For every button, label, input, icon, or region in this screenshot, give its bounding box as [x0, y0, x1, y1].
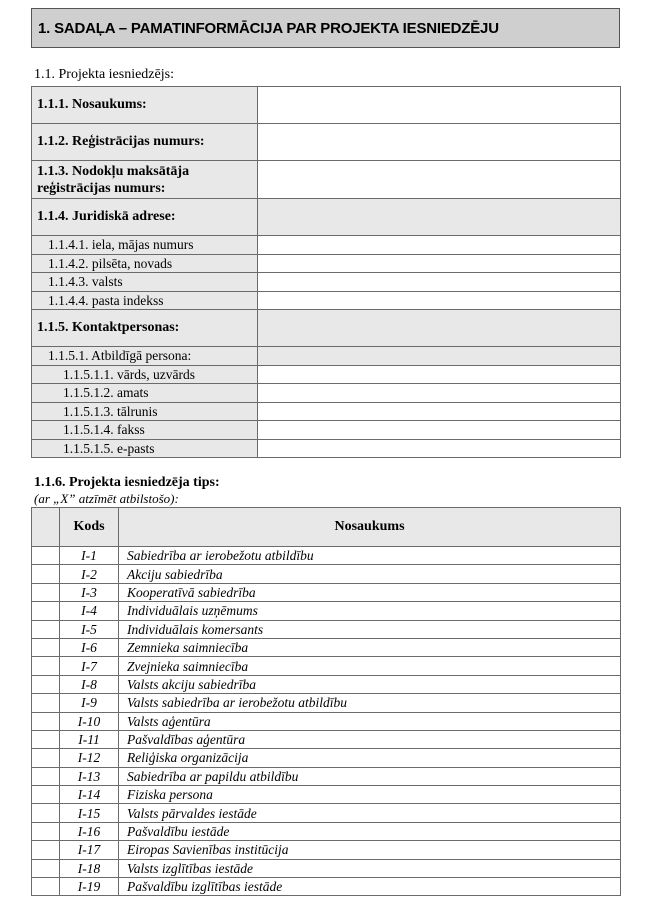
select-x-cell[interactable]: [32, 657, 60, 675]
table-row: [32, 638, 621, 656]
select-x-cell[interactable]: [32, 804, 60, 822]
type-code: I-16: [60, 822, 119, 840]
type-name: Zemnieka saimniecība: [119, 638, 621, 656]
type-name: Reliģiska organizācija: [119, 749, 621, 767]
position-input-cell[interactable]: [258, 384, 621, 403]
applicant-heading: 1.1. Projekta iesniedzējs:: [34, 67, 174, 82]
postal-code-input-cell[interactable]: [258, 291, 621, 310]
select-x-cell[interactable]: [32, 583, 60, 601]
field-label: 1.1.3. Nodokļu maksātāja reģistrācijas numurs:: [32, 161, 258, 199]
table-row: [32, 786, 621, 804]
table-row: [32, 694, 621, 712]
form-row-contacts: [32, 310, 621, 347]
tax-number-input-cell[interactable]: [258, 161, 621, 199]
select-x-cell[interactable]: [32, 730, 60, 748]
type-name: Valsts pārvaldes iestāde: [119, 804, 621, 822]
applicant-type-table: [31, 507, 621, 896]
select-x-cell[interactable]: [32, 786, 60, 804]
field-label: 1.1.4.1. iela, mājas numurs: [32, 236, 258, 255]
form-row-name: [32, 87, 621, 124]
type-heading: 1.1.6. Projekta iesniedzēja tips:: [34, 475, 220, 490]
legal-address-cell: [258, 199, 621, 236]
type-code: I-1: [60, 547, 119, 565]
type-name: Sabiedrība ar ierobežotu atbildību: [119, 547, 621, 565]
full-name-input-cell[interactable]: [258, 365, 621, 384]
type-code: I-4: [60, 602, 119, 620]
field-label: 1.1.4. Juridiskā adrese:: [32, 199, 258, 236]
type-name: Akciju sabiedrība: [119, 565, 621, 583]
field-label: 1.1.5. Kontaktpersonas:: [32, 310, 258, 347]
type-name: Eiropas Savienības institūcija: [119, 841, 621, 859]
type-name: Zvejnieka saimniecība: [119, 657, 621, 675]
field-label: 1.1.5.1.2. amats: [32, 384, 258, 403]
type-code: I-19: [60, 878, 119, 896]
table-row: [32, 583, 621, 601]
table-row: [32, 822, 621, 840]
table-row: [32, 878, 621, 896]
type-code: I-8: [60, 675, 119, 693]
form-row-street: [32, 236, 621, 255]
type-name: Pašvaldību izglītības iestāde: [119, 878, 621, 896]
fax-input-cell[interactable]: [258, 421, 621, 440]
type-code: I-12: [60, 749, 119, 767]
checkbox-column-header: [32, 508, 60, 547]
type-code: I-18: [60, 859, 119, 877]
name-input-cell[interactable]: [258, 87, 621, 124]
type-code: I-15: [60, 804, 119, 822]
type-code: I-2: [60, 565, 119, 583]
select-x-cell[interactable]: [32, 841, 60, 859]
table-row: [32, 804, 621, 822]
table-row: [32, 841, 621, 859]
type-name: Valsts izglītības iestāde: [119, 859, 621, 877]
responsible-person-cell: [258, 347, 621, 366]
phone-input-cell[interactable]: [258, 402, 621, 421]
table-row: [32, 657, 621, 675]
select-x-cell[interactable]: [32, 859, 60, 877]
select-x-cell[interactable]: [32, 602, 60, 620]
select-x-cell[interactable]: [32, 675, 60, 693]
type-code: I-13: [60, 767, 119, 785]
field-label: 1.1.4.4. pasta indekss: [32, 291, 258, 310]
table-row: [32, 730, 621, 748]
select-x-cell[interactable]: [32, 620, 60, 638]
table-row: [32, 859, 621, 877]
country-input-cell[interactable]: [258, 273, 621, 292]
type-code: I-9: [60, 694, 119, 712]
form-row-legal-address: [32, 199, 621, 236]
type-name: Valsts sabiedrība ar ierobežotu atbildību: [119, 694, 621, 712]
type-code: I-7: [60, 657, 119, 675]
field-label: 1.1.1. Nosaukums:: [32, 87, 258, 124]
form-row-tax-number: [32, 161, 621, 199]
city-input-cell[interactable]: [258, 254, 621, 273]
form-row-postal-code: [32, 291, 621, 310]
select-x-cell[interactable]: [32, 767, 60, 785]
form-row-email: [32, 439, 621, 458]
applicant-info-table: [31, 86, 621, 458]
select-x-cell[interactable]: [32, 565, 60, 583]
type-name: Individuālais komersants: [119, 620, 621, 638]
field-label: 1.1.2. Reģistrācijas numurs:: [32, 124, 258, 161]
table-row: [32, 602, 621, 620]
form-row-city: [32, 254, 621, 273]
field-label: 1.1.5.1.1. vārds, uzvārds: [32, 365, 258, 384]
table-row: [32, 547, 621, 565]
type-code: I-6: [60, 638, 119, 656]
field-label: 1.1.4.2. pilsēta, novads: [32, 254, 258, 273]
reg-number-input-cell[interactable]: [258, 124, 621, 161]
field-label: 1.1.4.3. valsts: [32, 273, 258, 292]
table-row: [32, 767, 621, 785]
type-table-body: [32, 547, 621, 896]
type-name: Sabiedrība ar papildu atbildību: [119, 767, 621, 785]
type-name: Valsts akciju sabiedrība: [119, 675, 621, 693]
field-label: 1.1.5.1.4. fakss: [32, 421, 258, 440]
type-name: Pašvaldības aģentūra: [119, 730, 621, 748]
type-name: Pašvaldību iestāde: [119, 822, 621, 840]
type-note: (ar „X” atzīmēt atbilstošo):: [34, 491, 179, 506]
form-row-full-name: [32, 365, 621, 384]
field-label: 1.1.5.1. Atbildīgā persona:: [32, 347, 258, 366]
type-code: I-3: [60, 583, 119, 601]
select-x-cell[interactable]: [32, 822, 60, 840]
name-column-header: Nosaukums: [119, 508, 621, 547]
type-name: Valsts aģentūra: [119, 712, 621, 730]
email-input-cell[interactable]: [258, 439, 621, 458]
table-header-row: [32, 508, 621, 547]
table-row: [32, 565, 621, 583]
field-label: 1.1.5.1.3. tālrunis: [32, 402, 258, 421]
form-row-phone: [32, 402, 621, 421]
table-row: [32, 620, 621, 638]
type-code: I-5: [60, 620, 119, 638]
type-code: I-11: [60, 730, 119, 748]
street-input-cell[interactable]: [258, 236, 621, 255]
code-column-header: Kods: [60, 508, 119, 547]
select-x-cell[interactable]: [32, 638, 60, 656]
type-code: I-14: [60, 786, 119, 804]
form-row-reg-number: [32, 124, 621, 161]
section-title: 1. SADAĻA – PAMATINFORMĀCIJA PAR PROJEKTA IESNIEDZĒJU: [31, 8, 620, 48]
table-row: [32, 712, 621, 730]
select-x-cell[interactable]: [32, 749, 60, 767]
type-name: Kooperatīvā sabiedrība: [119, 583, 621, 601]
type-code: I-17: [60, 841, 119, 859]
type-name: Fiziska persona: [119, 786, 621, 804]
form-row-fax: [32, 421, 621, 440]
type-name: Individuālais uzņēmums: [119, 602, 621, 620]
contacts-cell: [258, 310, 621, 347]
form-row-responsible-person: [32, 347, 621, 366]
form-row-position: [32, 384, 621, 403]
field-label: 1.1.5.1.5. e-pasts: [32, 439, 258, 458]
select-x-cell[interactable]: [32, 878, 60, 896]
select-x-cell[interactable]: [32, 712, 60, 730]
table-row: [32, 675, 621, 693]
select-x-cell[interactable]: [32, 547, 60, 565]
table-row: [32, 749, 621, 767]
select-x-cell[interactable]: [32, 694, 60, 712]
form-row-country: [32, 273, 621, 292]
type-code: I-10: [60, 712, 119, 730]
